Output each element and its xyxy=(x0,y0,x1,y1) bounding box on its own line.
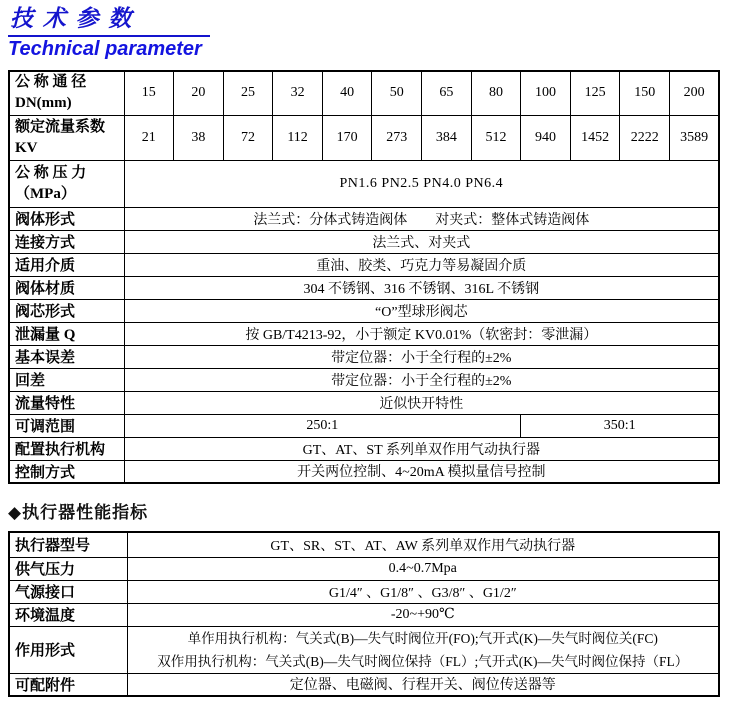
kv-value: 112 xyxy=(273,115,323,160)
kv-value: 38 xyxy=(174,115,224,160)
param-value: 重油、胶类、巧克力等易凝固介质 xyxy=(124,253,719,276)
kv-value: 2222 xyxy=(620,115,670,160)
param-value: 法兰式、对夹式 xyxy=(124,230,719,253)
dn-value: 150 xyxy=(620,71,670,115)
param-value: PN1.6 PN2.5 PN4.0 PN6.4 xyxy=(124,160,719,207)
param-label: 可调范围 xyxy=(9,414,124,437)
param-label: 可配附件 xyxy=(9,673,127,696)
param-value: 近似快开特性 xyxy=(124,391,719,414)
param-value: GT、AT、ST 系列单双作用气动执行器 xyxy=(124,437,719,460)
technical-parameter-table xyxy=(8,70,720,484)
kv-value: 1452 xyxy=(570,115,620,160)
table-row xyxy=(9,299,719,322)
kv-value: 170 xyxy=(322,115,372,160)
param-label: 环境温度 xyxy=(9,603,127,626)
param-label: 公 称 压 力 （MPa） xyxy=(9,160,124,207)
table-row xyxy=(9,460,719,483)
table-row xyxy=(9,673,719,696)
table-row xyxy=(9,253,719,276)
param-label: 阀体形式 xyxy=(9,207,124,230)
dn-value: 80 xyxy=(471,71,521,115)
table-row xyxy=(9,322,719,345)
param-value: 按 GB/T4213-92，小于额定 KV0.01%（软密封：零泄漏） xyxy=(124,322,719,345)
table-row xyxy=(9,71,719,115)
kv-value: 512 xyxy=(471,115,521,160)
dn-value: 50 xyxy=(372,71,422,115)
param-value: -20~+90℃ xyxy=(127,603,719,626)
action-mode-double: 双作用执行机构：气关式(B)—失气时阀位保持（FL）;气开式(K)—失气时阀位保持（FL） xyxy=(157,653,689,669)
kv-value: 940 xyxy=(521,115,571,160)
param-value: GT、SR、ST、AT、AW 系列单双作用气动执行器 xyxy=(127,532,719,557)
param-value: G1/4″ 、G1/8″ 、G3/8″ 、G1/2″ xyxy=(127,580,719,603)
dn-value: 32 xyxy=(273,71,323,115)
title-english: Technical parameter xyxy=(8,38,202,60)
param-label: 公 称 通 径 DN(mm) xyxy=(9,71,124,115)
param-value xyxy=(127,626,719,673)
kv-value: 72 xyxy=(223,115,273,160)
dn-value: 40 xyxy=(322,71,372,115)
table-row xyxy=(9,230,719,253)
range-left-value: 250:1 xyxy=(124,414,521,437)
param-value: 带定位器：小于全行程的±2% xyxy=(124,345,719,368)
page-header xyxy=(8,4,732,60)
actuator-performance-table xyxy=(8,531,720,697)
table-row xyxy=(9,437,719,460)
dn-value: 100 xyxy=(521,71,571,115)
table-row xyxy=(9,207,719,230)
param-label: 基本误差 xyxy=(9,345,124,368)
action-mode-single: 单作用执行机构：气关式(B)—失气时阀位开(FO);气开式(K)—失气时阀位关(FC) xyxy=(187,630,658,646)
dn-value: 25 xyxy=(223,71,273,115)
param-label: 阀体材质 xyxy=(9,276,124,299)
param-label: 回差 xyxy=(9,368,124,391)
table-row xyxy=(9,580,719,603)
param-value: 带定位器：小于全行程的±2% xyxy=(124,368,719,391)
range-right-value: 350:1 xyxy=(521,414,719,437)
kv-value: 384 xyxy=(422,115,472,160)
param-label: 阀芯形式 xyxy=(9,299,124,322)
table-row xyxy=(9,603,719,626)
kv-value: 3589 xyxy=(670,115,720,160)
param-label: 气源接口 xyxy=(9,580,127,603)
table-row xyxy=(9,414,719,437)
dn-value: 65 xyxy=(422,71,472,115)
param-label: 供气压力 xyxy=(9,557,127,580)
table-row xyxy=(9,160,719,207)
table-row xyxy=(9,557,719,580)
param-value: 法兰式：分体式铸造阀体 对夹式：整体式铸造阀体 xyxy=(124,207,719,230)
param-label: 泄漏量 Q xyxy=(9,322,124,345)
table-row xyxy=(9,345,719,368)
table-row xyxy=(9,626,719,673)
param-label: 控制方式 xyxy=(9,460,124,483)
param-value: 定位器、电磁阀、行程开关、阀位传送器等 xyxy=(127,673,719,696)
table-row xyxy=(9,368,719,391)
param-value: 开关两位控制、4~20mA 模拟量信号控制 xyxy=(124,460,719,483)
param-value: 0.4~0.7Mpa xyxy=(127,557,719,580)
param-label: 连接方式 xyxy=(9,230,124,253)
title-chinese: 技 术 参 数 xyxy=(8,4,210,37)
param-label: 配置执行机构 xyxy=(9,437,124,460)
table-row xyxy=(9,115,719,160)
param-label: 适用介质 xyxy=(9,253,124,276)
param-value: 304 不锈钢、316 不锈钢、316L 不锈钢 xyxy=(124,276,719,299)
kv-value: 273 xyxy=(372,115,422,160)
section-title-actuator-performance: ◆执行器性能指标 xyxy=(8,503,149,522)
dn-value: 20 xyxy=(174,71,224,115)
kv-value: 21 xyxy=(124,115,174,160)
table-row xyxy=(9,391,719,414)
param-label: 作用形式 xyxy=(9,626,127,673)
table-row xyxy=(9,532,719,557)
dn-value: 125 xyxy=(570,71,620,115)
param-value: “O”型球形阀芯 xyxy=(124,299,719,322)
param-label: 额定流量系数 KV xyxy=(9,115,124,160)
table-row xyxy=(9,276,719,299)
dn-value: 15 xyxy=(124,71,174,115)
param-label: 流量特性 xyxy=(9,391,124,414)
param-label: 执行器型号 xyxy=(9,532,127,557)
dn-value: 200 xyxy=(670,71,720,115)
